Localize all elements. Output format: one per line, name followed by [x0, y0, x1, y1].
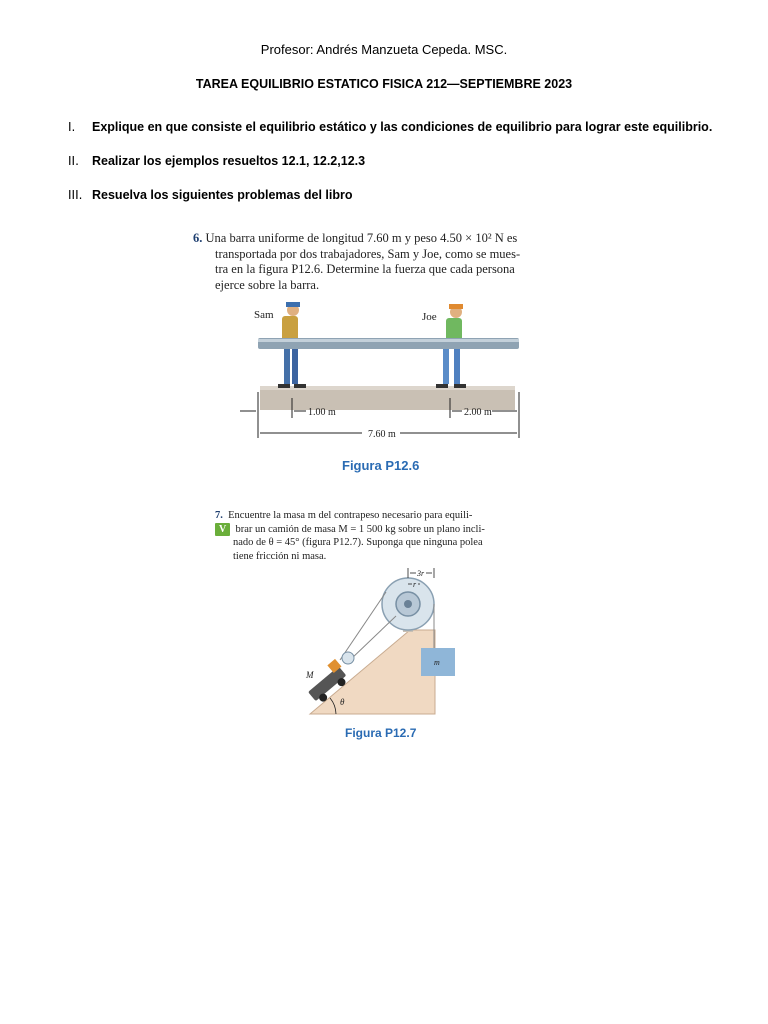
label-theta: θ	[340, 697, 345, 707]
problem-7-text	[215, 509, 575, 563]
figure-caption-p12-6: Figura P12.6	[342, 458, 420, 473]
problem-7-line: tiene fricción ni masa.	[233, 550, 327, 562]
dim-left: 1.00 m	[308, 407, 336, 418]
problem-7-line	[215, 509, 575, 523]
label-3r: 3r	[417, 569, 425, 578]
problem-7-line-text: brar un camión de masa M = 1 500 kg sobre un plano incli-	[235, 523, 485, 535]
problem-6-line: transportada por dos trabajadores, Sam y Joe, como se mues-	[215, 246, 521, 261]
problem-6-line: ejerce sobre la barra.	[215, 277, 320, 292]
problem-number: 6.	[193, 231, 203, 245]
assignment-title: TAREA EQUILIBRIO ESTATICO FISICA 212—SEPTIEMBRE 2023	[195, 77, 573, 91]
dim-right: 2.00 m	[464, 407, 492, 418]
video-badge: V	[215, 523, 230, 537]
list-item	[68, 120, 712, 134]
label-joe: Joe	[422, 311, 437, 323]
problem-6-text	[193, 231, 593, 293]
list-item	[68, 154, 365, 168]
problem-6-line: tra en la figura P12.6. Determine la fuerza que cada persona	[215, 262, 515, 276]
small-pulley	[342, 652, 354, 664]
inclined-plane	[310, 630, 435, 714]
problem-6-line	[193, 231, 593, 247]
list-item-text: Resuelva los siguientes problemas del libro	[92, 188, 353, 202]
problem-7-line	[215, 523, 575, 537]
label-m: m	[434, 658, 440, 667]
list-item-number: II.	[68, 154, 79, 168]
label-sam: Sam	[254, 309, 274, 321]
list-item-text: Realizar los ejemplos resueltos 12.1, 12.2,12.3	[92, 154, 366, 168]
list-item-number: III.	[68, 188, 83, 202]
problem-number: 7.	[215, 510, 223, 521]
label-r: r	[413, 580, 417, 589]
list-item-text: Explique en que consiste el equilibrio estático y las condiciones de equilibrio para lograr este equilibrio.	[92, 120, 713, 134]
figure-caption-p12-7: Figura P12.7	[345, 726, 417, 740]
figure-p12-7	[300, 564, 470, 719]
list-item-number: I.	[68, 120, 76, 134]
list-item	[68, 188, 353, 202]
problem-7-line: nado de θ = 45° (figura P12.7). Suponga que ninguna polea	[233, 537, 483, 548]
figure-p12-6	[230, 298, 530, 446]
problem-7-line-text: Encuentre la masa m del contrapeso necesario para equili-	[228, 510, 473, 521]
problem-6-line-text: Una barra uniforme de longitud 7.60 m y peso 4.50 × 10² N es	[205, 231, 518, 245]
label-M: M	[306, 670, 314, 680]
professor-name: Profesor: Andrés Manzueta Cepeda. MSC.	[260, 42, 508, 57]
dim-total: 7.60 m	[368, 429, 396, 440]
